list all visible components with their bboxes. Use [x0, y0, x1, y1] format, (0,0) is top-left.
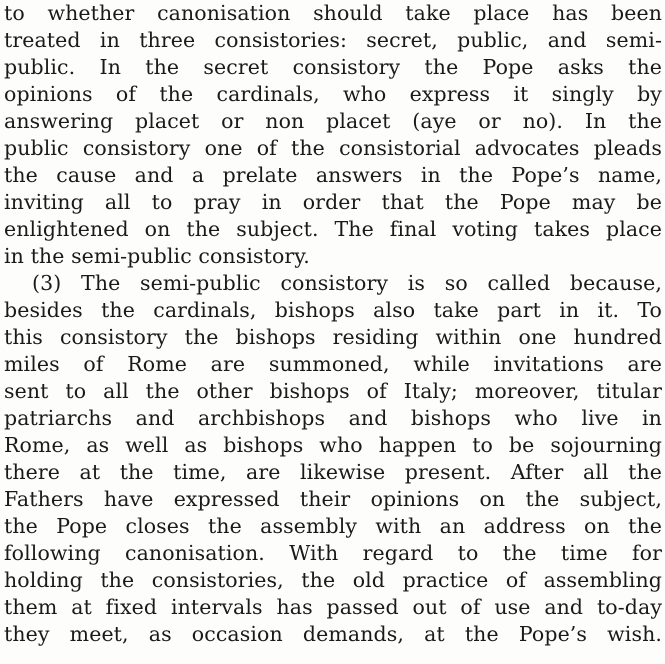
- text-line-8: inviting all to pray in order that the Pope may be: [4, 190, 662, 214]
- text-line-13: this consistory the bishops residing within one hundred: [4, 325, 662, 349]
- text-line-9: enlightened on the subject. The final voting takes place: [4, 217, 662, 241]
- text-line-24: they meet, as occasion demands, at the Pope’s wish.: [4, 622, 662, 646]
- text-line-20: the Pope closes the assembly with an address on the: [4, 514, 662, 538]
- text-line-19: Fathers have expressed their opinions on the subject,: [4, 487, 662, 511]
- text-line-5: answering placet or non placet (aye or no). In the: [4, 109, 662, 133]
- text-line-22: holding the consistories, the old practice of assembling: [4, 568, 662, 592]
- text-line-16: patriarchs and archbishops and bishops who live in: [4, 406, 662, 430]
- text-line-14: miles of Rome are summoned, while invitations are: [4, 352, 662, 376]
- text-line-2: treated in three consistories: secret, public, and semi-: [4, 28, 662, 52]
- text-line-23: them at fixed intervals has passed out of use and to-day: [4, 595, 662, 619]
- text-line-6: public consistory one of the consistorial advocates pleads: [4, 136, 662, 160]
- text-line-17: Rome, as well as bishops who happen to be sojourning: [4, 433, 662, 457]
- text-line-15: sent to all the other bishops of Italy; moreover, titular: [4, 379, 662, 403]
- text-line-4: opinions of the cardinals, who express it singly by: [4, 82, 662, 106]
- text-line-10: in the semi-public consistory.: [4, 244, 310, 268]
- text-line-1: to whether canonisation should take place has been: [4, 1, 662, 25]
- text-line-12: besides the cardinals, bishops also take part in it. To: [4, 298, 662, 322]
- text-line-11: (3) The semi-public consistory is so called because,: [32, 271, 662, 295]
- text-line-18: there at the time, are likewise present. After all the: [4, 460, 662, 484]
- text-line-7: the cause and a prelate answers in the Pope’s name,: [4, 163, 662, 187]
- text-line-21: following canonisation. With regard to the time for: [4, 541, 662, 565]
- text-line-3: public. In the secret consistory the Pope asks the: [4, 55, 662, 79]
